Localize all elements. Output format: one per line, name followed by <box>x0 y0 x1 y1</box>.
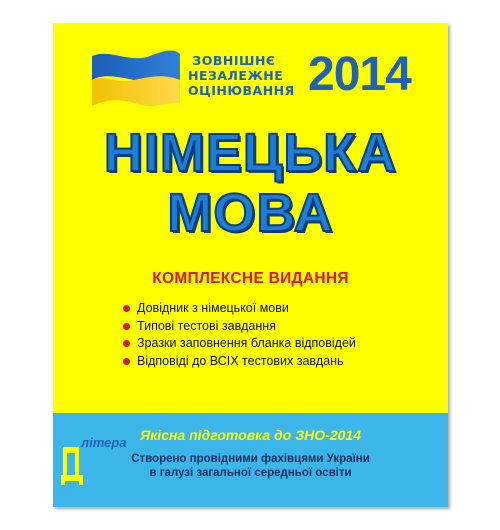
zno-line-1: ЗОВНІШНЄ <box>192 53 276 68</box>
list-item <box>123 300 356 318</box>
bullet-icon <box>123 323 130 330</box>
zno-line-3: ОЦІНЮВАННЯ <box>188 83 295 98</box>
feature-text: Довідник з німецької мови <box>137 301 289 315</box>
book-cover <box>53 23 448 507</box>
title-line-1: НІМЕЦЬКА <box>103 123 398 183</box>
bullet-icon <box>123 340 130 347</box>
title-line-2: МОВА <box>167 183 334 243</box>
feature-text: Відповіді до ВСІХ тестових завдань <box>137 353 344 368</box>
feature-text: Типові тестові завдання <box>137 318 276 333</box>
list-item <box>123 353 356 371</box>
bullet-icon <box>123 358 130 365</box>
list-item <box>123 318 356 336</box>
list-item <box>123 335 356 353</box>
year-label: 2014 <box>308 48 411 101</box>
band-headline: Якісна підготовка до ЗНО-2014 <box>140 427 361 443</box>
edition-subtitle: КОМПЛЕКСНЕ ВИДАННЯ <box>152 270 349 287</box>
publisher-name: літера <box>81 435 127 450</box>
zno-line-2: НЕЗАЛЕЖНЕ <box>188 68 284 83</box>
bullet-icon <box>123 305 130 312</box>
ukraine-flag-icon <box>90 48 182 110</box>
feature-text: Зразки заповнення бланка відповідей <box>137 336 356 350</box>
bottom-band <box>53 413 448 507</box>
band-line-2: в галузі загальної середньої освіти <box>149 467 352 479</box>
band-line-1: Створено провідними фахівцями України <box>131 453 370 465</box>
feature-list <box>123 300 356 370</box>
zno-label <box>188 53 295 98</box>
